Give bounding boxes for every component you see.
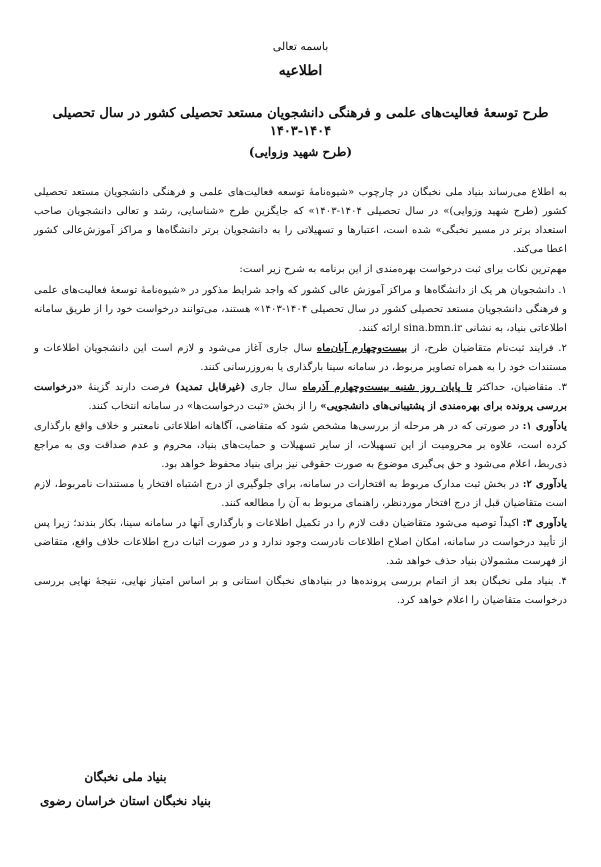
plan-subtitle: (طرح شهید وزوایی) bbox=[248, 145, 353, 160]
plan-title: طرح توسعهٔ فعالیت‌های علمی و فرهنگی دانشجویان مستعد تحصیلی کشور در سال تحصیلی ۱۴۰۴-۱۴۰۳ bbox=[52, 106, 549, 139]
item-3-text-mid: سال جاری bbox=[245, 382, 303, 394]
reminder-2-label: یادآوری ۲: bbox=[522, 478, 567, 491]
item-3-deadline: تا پایان روز شنبه بیست‌وچهارم آذرماه bbox=[302, 381, 473, 394]
reminder-3-text: اکیداً توصیه می‌شود متقاضیان دقت لازم را در تکمیل اطلاعات و بارگذاری آنها در سامانه سینا، بکار بندند؛ زیرا پس از تأیید درخواست در سامانه، امکان اصلاح اطلاعات نادرست وجود ندارد و در صورت اثبات درج اطلاعات خلاف واقع، متقاضی از فهرست مشمولان بنیاد حذف خواهد شد. bbox=[34, 518, 567, 568]
reminder-3 bbox=[34, 514, 567, 571]
item-3-not-extendable: (غیرقابل تمدید) bbox=[175, 381, 246, 394]
intro-paragraph: به اطلاع می‌رساند بنیاد ملی نخبگان در چارچوب «شیوه‌نامهٔ توسعه فعالیت‌های علمی و فرهنگی دانشجویان مستعد تحصیلی کشور (طرح شهید وزوایی)» در سال تحصیلی ۱۴۰۴-۱۴۰۳» که جایگزین طرح «شناسایی، رشد و تعالی دانشجویان صاحب استعداد برتر در مسیر نخبگی» شده است، اعتبارها و تسهیلاتی را به دانشجویان برتر دانشگاه‌ها و مراکز آموزش‌عالی کشور اعطا می‌کند. bbox=[34, 187, 567, 256]
item-2 bbox=[34, 339, 567, 377]
lead-sentence: مهم‌ترین نکات برای ثبت درخواست بهره‌مندی از این برنامه به شرح زیر است: bbox=[239, 264, 567, 276]
item-3-text: ۳. متقاضیان، حداکثر bbox=[472, 382, 567, 394]
item-4: ۴. بنیاد ملی نخبگان بعد از اتمام بررسی پرونده‌ها در بنیادهای نخبگان استانی و بر اساس امتیاز نهایی، نتیجهٔ نهایی بررسی درخواست متقاضیان را اعلام خواهد کرد. bbox=[34, 576, 567, 607]
item-3 bbox=[34, 378, 567, 416]
reminder-1 bbox=[34, 417, 567, 474]
item-2-text-end: سال جاری آغاز می‌شود و لازم است این دانشجویان اطلاعات و مستندات خود را به همراه تصاویر مربوط، در سامانه سینا بارگذاری یا به‌روزرسانی کنند. bbox=[34, 343, 567, 374]
item-1 bbox=[34, 281, 567, 338]
sina-link[interactable]: sina.bmn.ir bbox=[403, 323, 462, 335]
item-3-text-mid2: فرصت دارند گزینهٔ bbox=[82, 382, 176, 394]
item-1-text-end: ارائه کنند. bbox=[358, 323, 404, 335]
item-2-date: بیست‌وچهارم آبان‌ماه bbox=[316, 342, 408, 355]
reminder-3-label: یادآوری ۳: bbox=[522, 517, 568, 530]
item-3-option: «درخواست بررسی پرونده برای بهره‌مندی از پشتیبانی‌های دانشجویی» bbox=[34, 381, 567, 413]
reminder-2-text: در بخش ثبت مدارک مربوط به افتخارات در سامانه، برای جلوگیری از درج اشتباه افتخار یا مستندات نامربوط، لازم است متقاضیان قبل از درج افتخار موردنظر، راهنمای مربوط به آن را مطالعه کنند. bbox=[34, 479, 567, 510]
basmala: باسمه تعالی bbox=[272, 40, 329, 53]
item-3-text-end: را از بخش «ثبت درخواست‌ها» در سامانه انتخاب کنند. bbox=[88, 401, 321, 413]
signature-org: بنیاد ملی نخبگان bbox=[84, 770, 167, 784]
reminder-2 bbox=[34, 475, 567, 513]
item-2-text: ۲. فرایند ثبت‌نام متقاضیان طرح، از bbox=[407, 343, 567, 355]
reminder-1-text: در صورتی که در هر مرحله از بررسی‌ها مشخص شود که متقاضی، آگاهانه اطلاعاتی نامعتبر و خلاف واقع بارگذاری کرده است، علاوه بر محرومیت از این تسهیلات، از سایر تسهیلات و حمایت‌های بنیاد، محروم و عدم صداقت وی به مراجع ذی‌ربط، اعلام می‌شود و حق پی‌گیری موضوع به صورت حقوقی نیز برای بنیاد محفوظ خواهد بود. bbox=[34, 421, 567, 471]
announcement-title: اطلاعیه bbox=[278, 63, 323, 79]
signature-branch: بنیاد نخبگان استان خراسان رضوی bbox=[39, 794, 212, 808]
item-1-text: ۱. دانشجویان هر یک از دانشگاه‌ها و مراکز آموزش عالی کشور که واجد شرایط مذکور در «شیوه‌نامهٔ توسعهٔ فعالیت‌های علمی و فرهنگی دانشجویان مستعد تحصیلی کشور در سال تحصیلی ۱۴۰۴-۱۴۰۳» هستند، می‌توانند درخواست خود را از طریق سامانه اطلاعاتی بنیاد، به نشانی bbox=[34, 285, 567, 335]
signature-block bbox=[0, 770, 601, 808]
reminder-1-label: یادآوری ۱: bbox=[522, 420, 567, 433]
